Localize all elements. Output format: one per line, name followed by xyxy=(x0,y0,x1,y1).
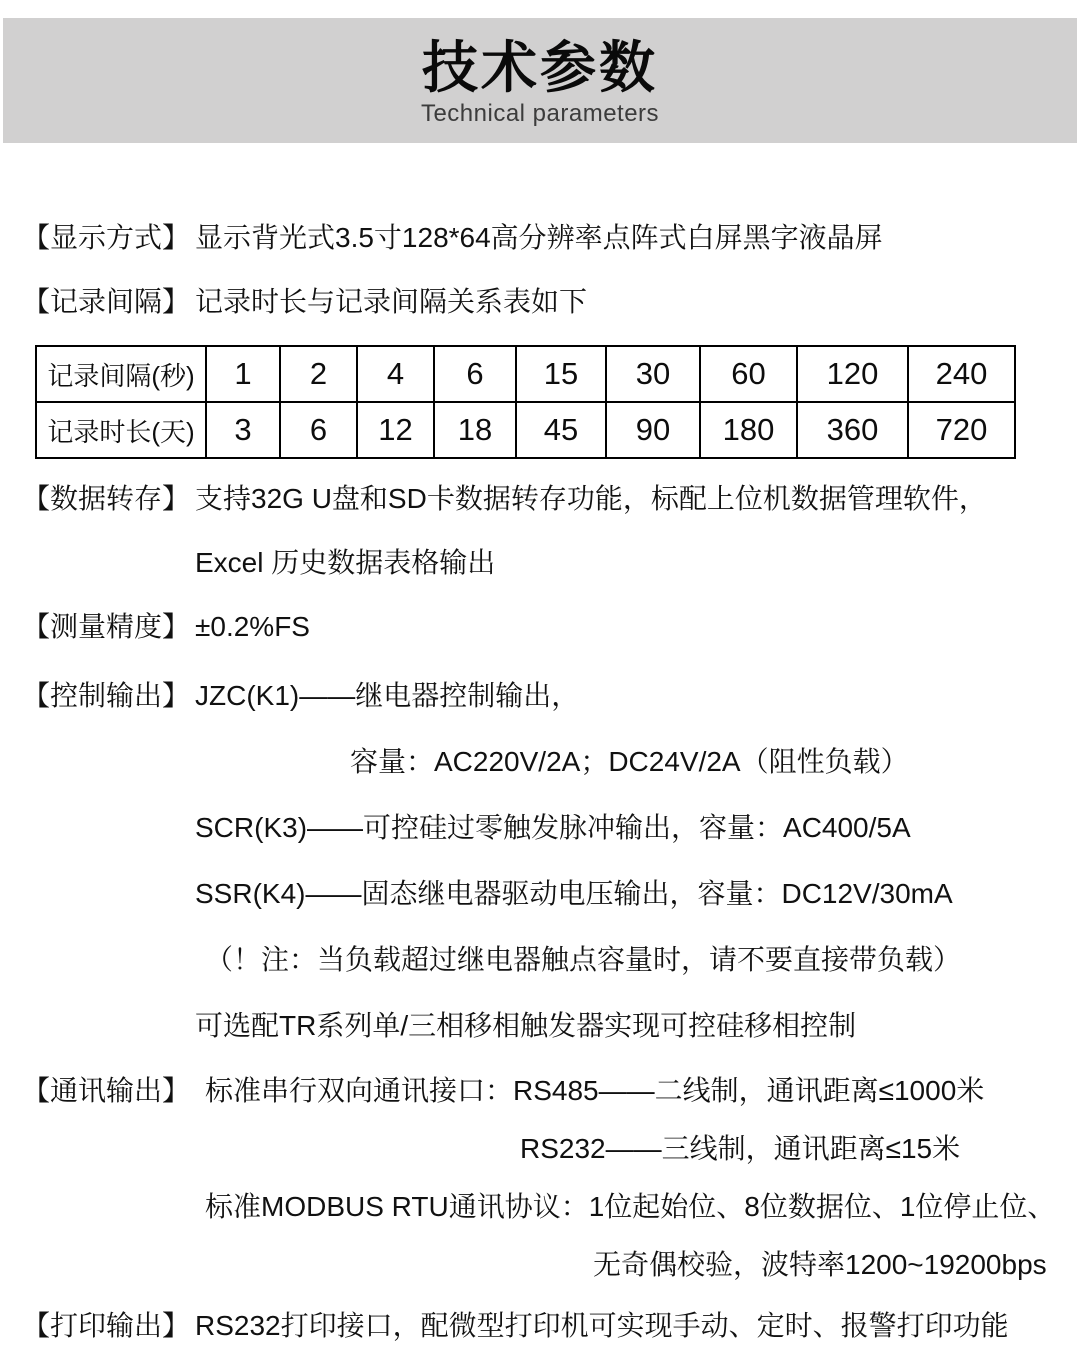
table-cell: 60 xyxy=(700,346,797,402)
table-cell: 30 xyxy=(606,346,700,402)
record-interval-table xyxy=(35,345,1016,459)
page-title: 技术参数 xyxy=(422,36,658,100)
page-header xyxy=(3,18,1077,143)
table-cell: 720 xyxy=(908,402,1015,458)
row-header-cell: 记录间隔(秒) xyxy=(36,346,206,402)
spec-line: JZC(K1)——继电器控制输出， xyxy=(195,680,580,711)
spec-line: 支持32G U盘和SD卡数据转存功能，标配上位机数据管理软件， xyxy=(195,483,987,514)
spec-label: 【控制输出】 xyxy=(22,680,191,711)
spec-label: 【通讯输出】 xyxy=(22,1075,191,1106)
spec-label: 【记录间隔】 xyxy=(22,286,191,317)
spec-line: 记录时长与记录间隔关系表如下 xyxy=(195,286,588,317)
table-row-duration xyxy=(36,402,1015,458)
page-subtitle: Technical parameters xyxy=(420,99,660,127)
table-cell: 45 xyxy=(516,402,606,458)
spec-line: SCR(K3)——可控硅过零触发脉冲输出，容量：AC400/5A xyxy=(195,812,911,843)
row-header-cell: 记录时长(天) xyxy=(36,402,206,458)
spec-line: 标准MODBUS RTU通讯协议：1位起始位、8位数据位、1位停止位、 xyxy=(205,1191,1056,1222)
spec-line: RS232打印接口，配微型打印机可实现手动、定时、报警打印功能 xyxy=(195,1310,1009,1341)
table-cell: 90 xyxy=(606,402,700,458)
table-cell: 360 xyxy=(797,402,908,458)
table-cell: 6 xyxy=(434,346,516,402)
spec-label: 【打印输出】 xyxy=(22,1310,191,1341)
spec-line: （！注：当负载超过继电器触点容量时，请不要直接带负载） xyxy=(205,944,962,975)
table-row-interval xyxy=(36,346,1015,402)
spec-line: RS232——三线制，通讯距离≤15米 xyxy=(520,1133,961,1164)
spec-label: 【显示方式】 xyxy=(22,222,191,253)
table-cell: 2 xyxy=(280,346,357,402)
spec-display-mode xyxy=(22,206,1064,270)
spec-record-interval xyxy=(22,270,1064,334)
spec-document-page xyxy=(0,18,1080,1358)
table-cell: 18 xyxy=(434,402,516,458)
table-cell: 12 xyxy=(357,402,434,458)
table-cell: 120 xyxy=(797,346,908,402)
spec-line: 标准串行双向通讯接口：RS485——二线制，通讯距离≤1000米 xyxy=(205,1075,985,1106)
spec-communication-output xyxy=(22,1062,1064,1294)
spec-line: SSR(K4)——固态继电器驱动电压输出，容量：DC12V/30mA xyxy=(195,878,953,909)
spec-list xyxy=(0,206,1080,1358)
spec-data-transfer xyxy=(22,467,1064,595)
spec-line: 容量：AC220V/2A；DC24V/2A（阻性负载） xyxy=(350,746,909,777)
spec-accuracy xyxy=(22,595,1064,659)
spec-label: 【数据转存】 xyxy=(22,483,191,514)
table-cell: 4 xyxy=(357,346,434,402)
spec-line: Excel 历史数据表格输出 xyxy=(195,547,496,578)
table-cell: 3 xyxy=(206,402,280,458)
table-cell: 15 xyxy=(516,346,606,402)
spec-print-output xyxy=(22,1294,1064,1358)
spec-control-output xyxy=(22,663,1064,1059)
spec-label: 【测量精度】 xyxy=(22,611,191,642)
table-cell: 240 xyxy=(908,346,1015,402)
spec-line: 显示背光式3.5寸128*64高分辨率点阵式白屏黑字液晶屏 xyxy=(195,222,883,253)
table-cell: 180 xyxy=(700,402,797,458)
table-cell: 1 xyxy=(206,346,280,402)
spec-line: 无奇偶校验，波特率1200~19200bps xyxy=(593,1249,1047,1280)
spec-line: 可选配TR系列单/三相移相触发器实现可控硅移相控制 xyxy=(195,1010,857,1041)
table-cell: 6 xyxy=(280,402,357,458)
spec-line: ±0.2%FS xyxy=(195,611,310,642)
